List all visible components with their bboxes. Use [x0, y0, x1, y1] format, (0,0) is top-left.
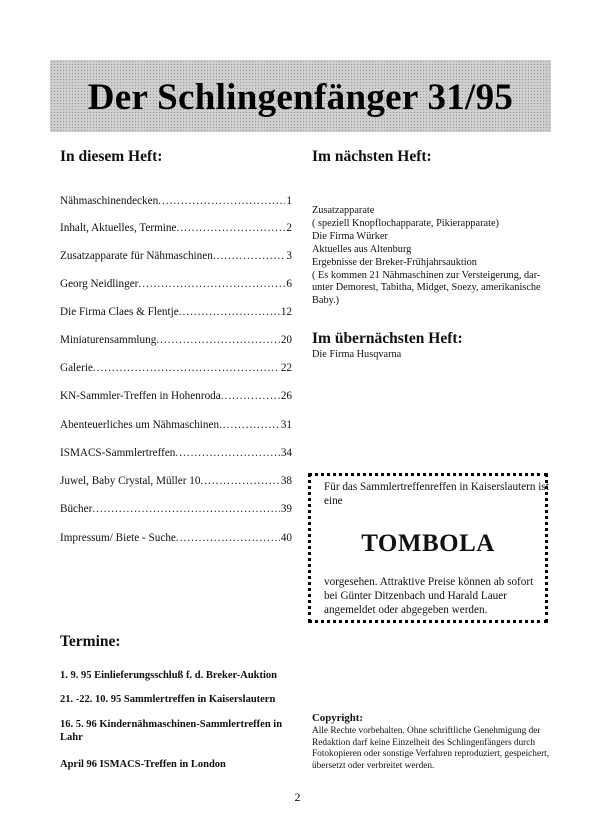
dates-heading: Termine: — [60, 633, 121, 650]
toc-page: 12 — [280, 306, 292, 318]
issue-after-next-item: Die Firma Husqvarna — [312, 349, 402, 360]
toc-title: Juwel, Baby Crystal, Müller 10 — [60, 475, 201, 487]
toc-leader — [92, 502, 280, 516]
next-issue-line: ( speziell Knopflochapparate, Pikierapparate) — [312, 217, 499, 229]
next-issue-line: unter Demorest, Tabitha, Midget, Soezy, amerikanische — [312, 282, 541, 294]
toc-row — [60, 474, 292, 488]
toc-title: Bücher — [60, 503, 93, 515]
toc-leader — [176, 221, 285, 235]
toc-row — [60, 389, 292, 403]
toc-leader — [213, 249, 286, 263]
toc-leader — [221, 389, 280, 403]
issue-after-next-heading: Im übernächsten Heft: — [312, 330, 463, 347]
toc-page: 38 — [280, 475, 292, 487]
page-title: Der Schlingenfänger 31/95 — [87, 77, 514, 118]
toc-row — [60, 221, 292, 235]
toc-title: Zusatzapparate für Nähmaschinen — [60, 250, 213, 262]
toc-row — [60, 305, 292, 319]
next-issue-line: Baby.) — [312, 295, 340, 307]
toc-row — [60, 277, 292, 291]
toc-title: Nähmaschinendecken — [60, 195, 159, 207]
tombola-box — [308, 473, 548, 623]
contents-heading: In diesem Heft: — [60, 148, 163, 165]
toc-title: Impressum/ Biete - Suche — [60, 532, 176, 544]
date-item: 16. 5. 96 Kindernähmaschinen-Sammlertreffen in Lahr — [60, 719, 283, 743]
tombola-title: TOMBOLA — [361, 530, 495, 557]
toc-leader — [176, 531, 280, 545]
toc-title: Die Firma Claes & Flentje — [60, 306, 179, 318]
toc-leader — [158, 194, 285, 208]
copyright-heading: Copyright: — [312, 712, 363, 724]
toc-page: 31 — [280, 419, 292, 431]
toc-page: 22 — [280, 362, 292, 374]
next-issue-line: Die Firma Würker — [312, 230, 388, 242]
toc-page: 26 — [280, 390, 292, 402]
next-issue-line: Aktuelles aus Altenburg — [312, 243, 412, 255]
toc-title: Miniaturensammlung — [60, 334, 157, 346]
toc-leader — [138, 277, 285, 291]
date-item: April 96 ISMACS-Treffen in London — [60, 759, 226, 770]
title-banner — [50, 60, 551, 132]
toc-leader — [179, 305, 280, 319]
toc-page: 20 — [280, 334, 292, 346]
toc-page: 6 — [286, 278, 292, 290]
toc-title: Inhalt, Aktuelles, Termine — [60, 222, 177, 234]
page-number: 2 — [294, 790, 301, 804]
toc-leader — [175, 446, 279, 460]
next-issue-line: ( Es kommen 21 Nähmaschinen zur Versteigerung, dar- — [312, 269, 541, 281]
tombola-intro: Für das Sammlertreffenreffen in Kaiserslautern ist eine — [324, 481, 549, 507]
toc-title: KN-Sammler-Treffen in Hohenroda — [60, 390, 221, 402]
toc-title: ISMACS-Sammlertreffen — [60, 447, 176, 459]
toc-page: 39 — [280, 503, 292, 515]
next-issue-heading: Im nächsten Heft: — [312, 148, 432, 165]
next-issue-line: Zusatzapparate — [312, 205, 375, 216]
toc-page: 2 — [286, 222, 292, 234]
toc-row — [60, 194, 292, 208]
toc-title: Georg Neidlinger — [60, 278, 139, 290]
toc-page: 34 — [280, 447, 292, 459]
toc-row — [60, 361, 292, 375]
toc-title: Abenteuerliches um Nähmaschinen — [60, 419, 220, 431]
toc-title: Galerie — [60, 362, 93, 374]
copyright-text: Alle Rechte vorbehalten. Ohne schriftliche Genehmigung der Redaktion darf keine Einzelheit des Schlingenfängers durch Fotokopieren oder sonstige Verfahren reproduziert, gespeichert, übersetzt oder verbreitet werden. — [312, 726, 550, 771]
next-issue-list — [312, 205, 552, 308]
toc-leader — [156, 333, 279, 347]
toc-page: 1 — [286, 195, 292, 207]
date-item: 21. -22. 10. 95 Sammlertreffen in Kaiserslautern — [60, 694, 276, 705]
toc-leader — [200, 474, 279, 488]
date-item: 1. 9. 95 Einlieferungsschluß f. d. Breker-Auktion — [60, 670, 278, 681]
toc-row — [60, 418, 292, 432]
tombola-body: vorgesehen. Attraktive Preise können ab sofort bei Günter Ditzenbach und Harald Lauer angemeldet oder abgegeben werden. — [324, 576, 534, 616]
toc-row — [60, 446, 292, 460]
toc-page: 40 — [280, 532, 292, 544]
next-issue-line: Ergebnisse der Breker-Frühjahrsauktion — [312, 256, 477, 268]
toc-row — [60, 502, 292, 516]
toc-leader — [219, 418, 280, 432]
toc-page: 3 — [286, 250, 292, 262]
toc-row — [60, 531, 292, 545]
toc-leader — [93, 361, 280, 375]
toc-row — [60, 249, 292, 263]
toc-row — [60, 333, 292, 347]
